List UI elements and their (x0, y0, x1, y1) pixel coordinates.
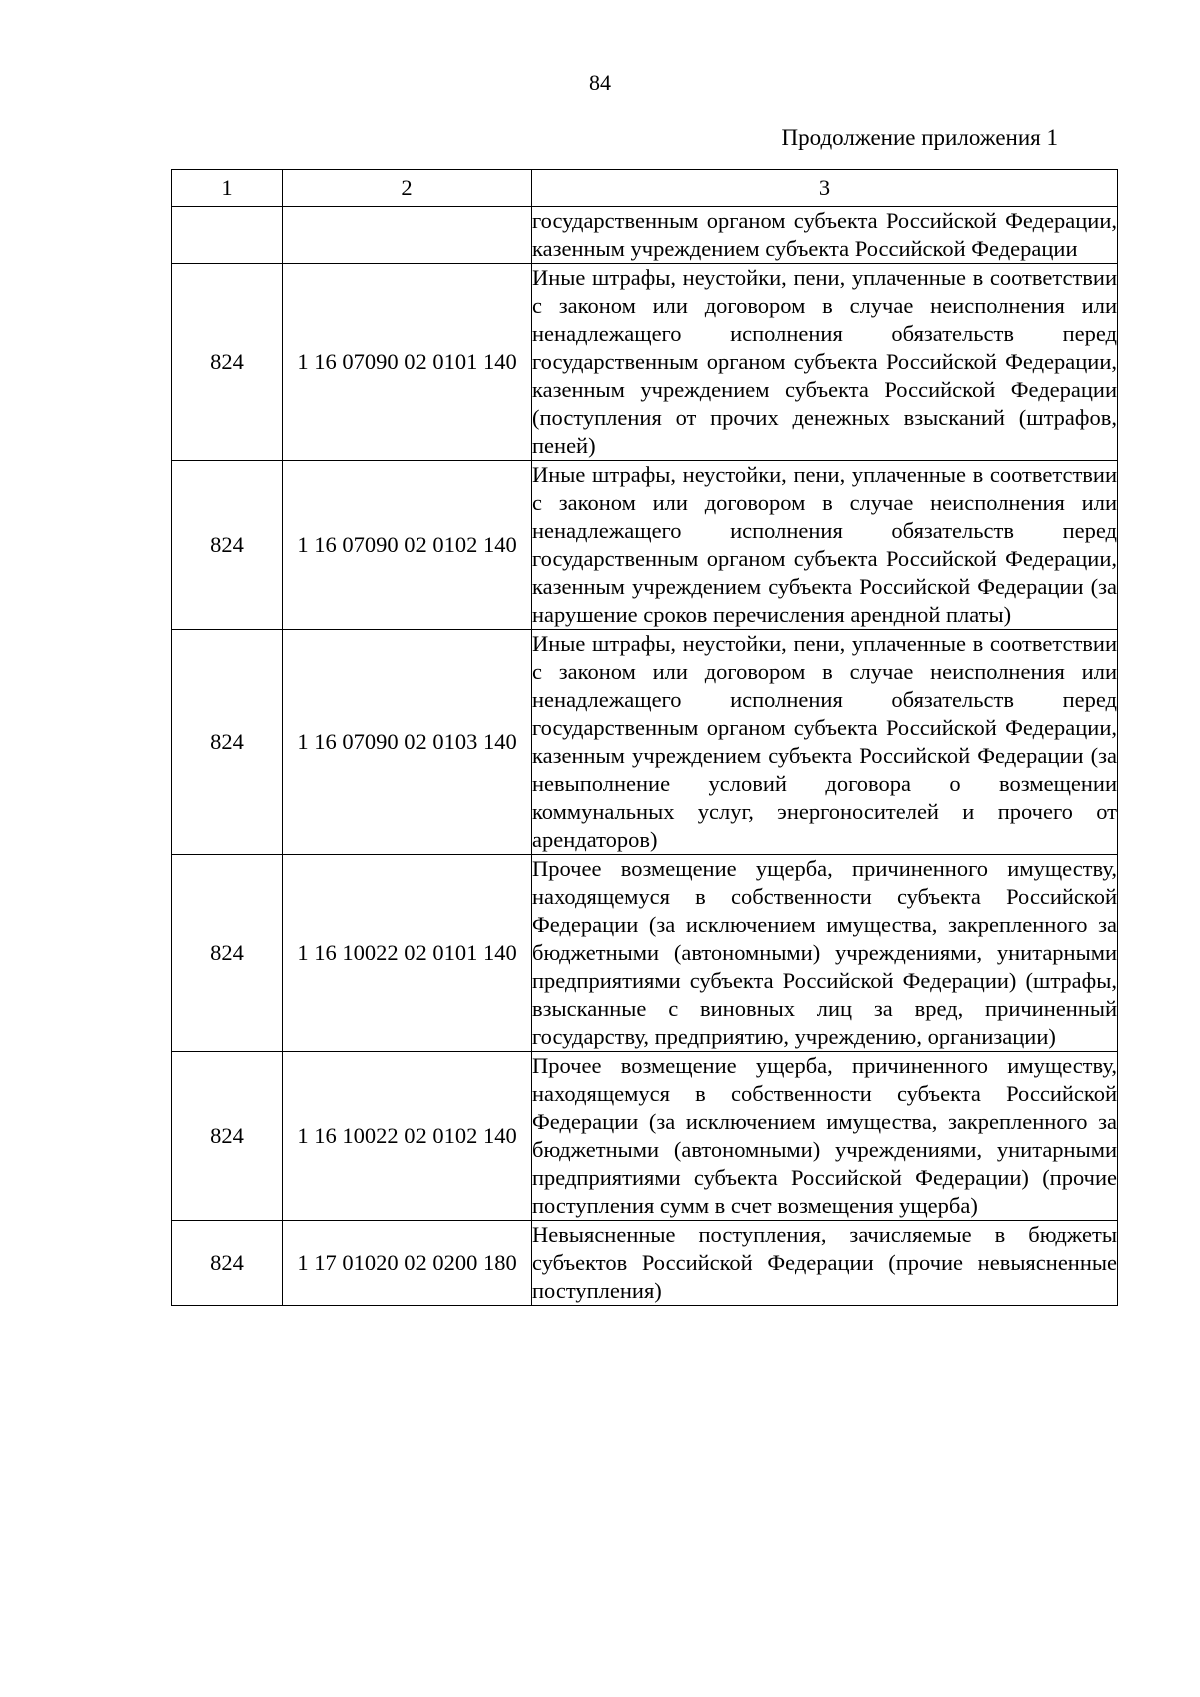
page-number: 84 (589, 70, 611, 95)
revenue-description-cell: Иные штрафы, неустойки, пени, уплаченные в соответствии с законом или договором в случае неисполнения или ненадлежащего исполнения обязательств перед государственным органом субъекта Российской Федерации, казенным учреждением субъекта Российской Федерации (поступления от прочих денежных взысканий (штрафов, пеней) (532, 264, 1118, 461)
table-row (172, 630, 1118, 855)
revenue-code-cell: 1 16 10022 02 0101 140 (283, 855, 532, 1052)
table-row (172, 461, 1118, 630)
appendix-continuation-note: Продолжение приложения 1 (781, 125, 1058, 150)
revenue-description-cell: государственным органом субъекта Российской Федерации, казенным учреждением субъекта Российской Федерации (532, 207, 1118, 264)
budget-classification-table (171, 169, 1118, 1306)
revenue-code-cell (283, 207, 532, 264)
admin-code-cell: 824 (172, 1052, 283, 1221)
revenue-code-cell: 1 16 10022 02 0102 140 (283, 1052, 532, 1221)
revenue-description-cell: Прочее возмещение ущерба, причиненного имуществу, находящемуся в собственности субъекта Российской Федерации (за исключением имущества, закрепленного за бюджетными (автономными) учреждениями, унитарными предприятиями субъекта Российской Федерации) (штрафы, взысканные с виновных лиц за вред, причиненный государству, предприятию, учреждению, организации) (532, 855, 1118, 1052)
table-row (172, 1221, 1118, 1306)
admin-code-cell: 824 (172, 630, 283, 855)
admin-code-cell (172, 207, 283, 264)
table-row (172, 264, 1118, 461)
admin-code-cell: 824 (172, 1221, 283, 1306)
table-row (172, 1052, 1118, 1221)
revenue-description-cell: Прочее возмещение ущерба, причиненного имуществу, находящемуся в собственности субъекта Российской Федерации (за исключением имущества, закрепленного за бюджетными (автономными) учреждениями, унитарными предприятиями субъекта Российской Федерации) (прочие поступления сумм в счет возмещения ущерба) (532, 1052, 1118, 1221)
revenue-code-cell: 1 16 07090 02 0102 140 (283, 461, 532, 630)
table-row (172, 207, 1118, 264)
header-col-3: 3 (532, 170, 1118, 207)
revenue-code-cell: 1 16 07090 02 0103 140 (283, 630, 532, 855)
table-row (172, 855, 1118, 1052)
table-header-row (172, 170, 1118, 207)
header-col-1: 1 (172, 170, 283, 207)
header-col-2: 2 (283, 170, 532, 207)
admin-code-cell: 824 (172, 461, 283, 630)
revenue-code-cell: 1 17 01020 02 0200 180 (283, 1221, 532, 1306)
admin-code-cell: 824 (172, 264, 283, 461)
revenue-description-cell: Невыясненные поступления, зачисляемые в бюджеты субъектов Российской Федерации (прочие невыясненные поступления) (532, 1221, 1118, 1306)
revenue-description-cell: Иные штрафы, неустойки, пени, уплаченные в соответствии с законом или договором в случае неисполнения или ненадлежащего исполнения обязательств перед государственным органом субъекта Российской Федерации, казенным учреждением субъекта Российской Федерации (за невыполнение условий договора о возмещении коммунальных услуг, энергоносителей и прочего от арендаторов) (532, 630, 1118, 855)
admin-code-cell: 824 (172, 855, 283, 1052)
revenue-code-cell: 1 16 07090 02 0101 140 (283, 264, 532, 461)
revenue-description-cell: Иные штрафы, неустойки, пени, уплаченные в соответствии с законом или договором в случае неисполнения или ненадлежащего исполнения обязательств перед государственным органом субъекта Российской Федерации, казенным учреждением субъекта Российской Федерации (за нарушение сроков перечисления арендной платы) (532, 461, 1118, 630)
